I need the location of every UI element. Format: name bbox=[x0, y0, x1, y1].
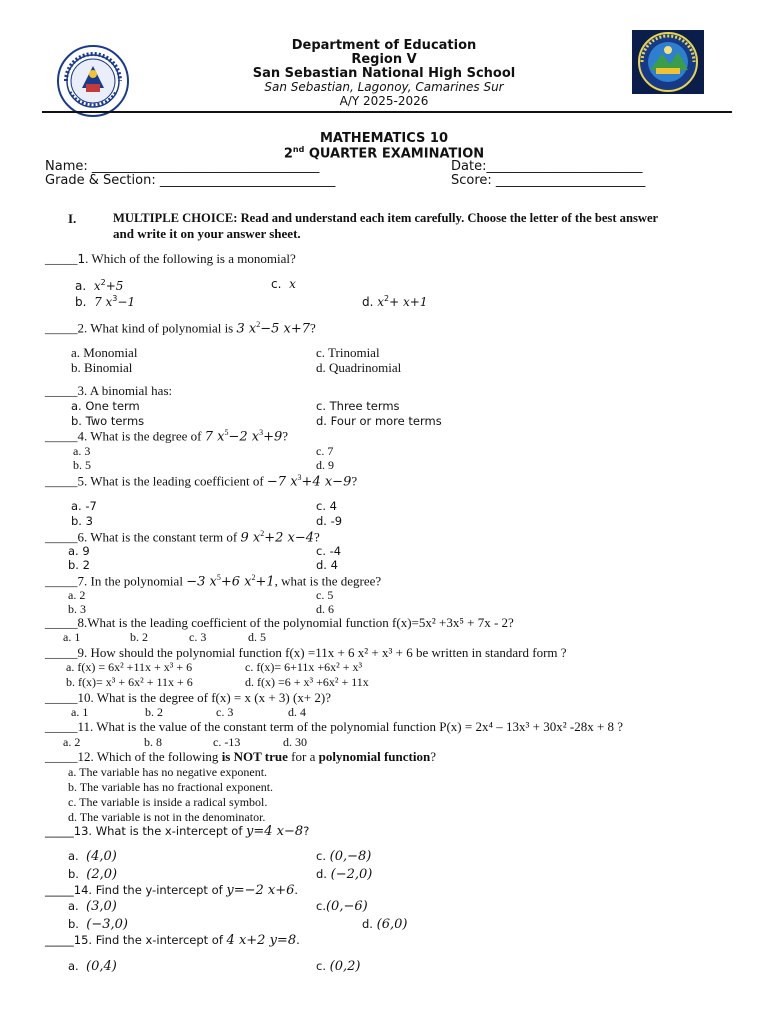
q12-option-d: d. The variable is not in the denominator. bbox=[68, 810, 266, 824]
q3-option-c: c. Three terms bbox=[316, 399, 400, 413]
q4-option-b: b. 5 bbox=[73, 458, 91, 472]
name-field[interactable]: Name: ___________________________________ bbox=[45, 159, 320, 174]
question-1 bbox=[45, 251, 296, 267]
q12-option-b: b. The variable has no fractional exponent. bbox=[68, 780, 274, 794]
q11-option-c: c. -13 bbox=[213, 735, 241, 749]
question-12: _____12. Which of the following is NOT true for a polynomial function? bbox=[45, 749, 436, 764]
quarter-number: 2 bbox=[283, 146, 293, 162]
q6-option-d: d. 4 bbox=[316, 558, 338, 572]
q11-option-a: a. 2 bbox=[63, 735, 81, 749]
q12-option-a: a. The variable has no negative exponent. bbox=[68, 765, 268, 779]
question-13: _____13. What is the x-intercept of y=4 x−8? bbox=[45, 824, 310, 839]
question-4: _____4. What is the degree of 7 $x^5-2$ $x^3+9$? bbox=[45, 428, 289, 445]
q3-option-a: a. One term bbox=[71, 399, 140, 413]
q14-option-d: d. (6,0) bbox=[362, 917, 408, 932]
quarter-rest: QUARTER EXAMINATION bbox=[304, 146, 485, 162]
q7-option-d: d. 6 bbox=[316, 602, 334, 616]
q13-option-d: d. (−2,0) bbox=[316, 867, 373, 882]
exam-subject: MATHEMATICS 10 bbox=[319, 131, 449, 146]
q13-option-a: a. (4,0) bbox=[68, 849, 117, 864]
q1-option-b: b. 7 $x^3-1$ bbox=[75, 294, 136, 309]
question-7: _____7. In the polynomial −3 $x^5+6$ $x^2+1$, what is the degree? bbox=[45, 573, 382, 590]
question-15: _____15. Find the x-intercept of 4 x+2 y=8. bbox=[45, 933, 300, 948]
q7-option-b: b. 3 bbox=[68, 602, 86, 616]
question-2: _____2. What kind of polynomial is 3 $x^2-5$ x+7? bbox=[45, 320, 316, 337]
q11-option-d: d. 30 bbox=[283, 735, 307, 749]
q5-option-a: a. -7 bbox=[71, 499, 97, 513]
question-5: _____5. What is the leading coefficient of −7 $x^3+4$ x−9? bbox=[45, 473, 358, 490]
q8-option-d: d. 5 bbox=[248, 630, 266, 644]
q2-option-d: d. Quadrinomial bbox=[316, 360, 402, 375]
q1-option-a: a. $x^2+5$ bbox=[75, 278, 124, 293]
q10-option-c: c. 3 bbox=[216, 705, 234, 719]
academic-year: A/Y 2025-2026 bbox=[339, 94, 429, 108]
q9-option-b: b. f(x)= x³ + 6x² + 11x + 6 bbox=[66, 675, 193, 689]
question-10: _____10. What is the degree of f(x) = x (x + 3) (x+ 2)? bbox=[45, 690, 332, 705]
region-title: Region V bbox=[351, 52, 417, 67]
q9-option-d: d. f(x) =6 + x³ +6x² + 11x bbox=[245, 675, 369, 689]
q9-option-a: a. f(x) = 6x² +11x + x³ + 6 bbox=[66, 660, 193, 674]
q6-option-a: a. 9 bbox=[68, 544, 90, 558]
header-divider bbox=[42, 111, 732, 113]
q5-option-c: c. 4 bbox=[316, 499, 337, 513]
question-8: _____8.What is the leading coefficient of the polynomial function f(x)=5x² +3x⁵ + 7x - 2? bbox=[45, 615, 514, 630]
q13-option-b: b. (2,0) bbox=[68, 867, 118, 882]
question-11: _____11. What is the value of the constant term of the polynomial function P(x) = 2x⁴ – 13x³ + 30x² -28x + 8 ? bbox=[45, 719, 624, 734]
question-9: _____9. How should the polynomial function f(x) =11x + 6 x² + x³ + 6 be written in standard form ? bbox=[45, 645, 567, 660]
section-title: MULTIPLE CHOICE: Read and understand each item carefully. Choose the letter of the best answer bbox=[113, 211, 659, 225]
q5-option-b: b. 3 bbox=[71, 514, 93, 528]
q15-option-a: a. (0,4) bbox=[68, 959, 117, 974]
q1-text: . Which of the following is a monomial? bbox=[85, 251, 296, 266]
school-name: San Sebastian National High School bbox=[252, 66, 516, 81]
q7-option-c: c. 5 bbox=[316, 588, 334, 602]
q8-option-a: a. 1 bbox=[63, 630, 81, 644]
q4-option-a: a. 3 bbox=[73, 444, 91, 458]
question-6: _____6. What is the constant term of 9 $x^2+2$ x−4? bbox=[45, 529, 320, 546]
q6-option-b: b. 2 bbox=[68, 558, 90, 572]
q8-option-c: c. 3 bbox=[189, 630, 207, 644]
q14-option-b: b. (−3,0) bbox=[68, 917, 128, 932]
q11-option-b: b. 8 bbox=[144, 735, 162, 749]
q2-option-a: a. Monomial bbox=[71, 345, 138, 360]
q8-option-b: b. 2 bbox=[130, 630, 148, 644]
q3-option-d: d. Four or more terms bbox=[316, 414, 442, 428]
section-title-cont: and write it on your answer sheet. bbox=[113, 226, 301, 241]
score-field[interactable]: Score: _______________________ bbox=[451, 173, 646, 188]
q4-option-c: c. 7 bbox=[316, 444, 334, 458]
q15-option-c: c. (0,2) bbox=[316, 959, 361, 974]
section-numeral: I. bbox=[68, 211, 77, 226]
q1-option-c: c. x bbox=[271, 277, 296, 291]
q10-option-a: a. 1 bbox=[71, 705, 89, 719]
quarter-suffix: nd bbox=[292, 145, 305, 154]
q12-option-c: c. The variable is inside a radical symbol. bbox=[68, 795, 268, 809]
grade-section-field[interactable]: Grade & Section: ___________________________ bbox=[45, 173, 336, 188]
q1-number: 1 bbox=[77, 252, 86, 266]
q13-option-c: c. (0,−8) bbox=[316, 849, 372, 864]
school-address: San Sebastian, Lagonoy, Camarines Sur bbox=[264, 80, 504, 94]
q10-option-d: d. 4 bbox=[288, 705, 306, 719]
dept-title: Department of Education bbox=[291, 38, 477, 53]
question-14: _____14. Find the y-intercept of y=−2 x+6. bbox=[45, 883, 299, 898]
q6-option-c: c. -4 bbox=[316, 544, 342, 558]
date-field[interactable]: Date:________________________ bbox=[451, 159, 643, 174]
q4-option-d: d. 9 bbox=[316, 458, 334, 472]
q14-option-a: a. (3,0) bbox=[68, 899, 117, 914]
q9-option-c: c. f(x)= 6+11x +6x² + x³ bbox=[245, 660, 363, 674]
q1-option-d: d. $x^2+ x+1$ bbox=[362, 294, 428, 309]
q2-option-b: b. Binomial bbox=[71, 360, 133, 375]
q3-option-b: b. Two terms bbox=[71, 414, 145, 428]
q5-option-d: d. -9 bbox=[316, 514, 343, 528]
q7-option-a: a. 2 bbox=[68, 588, 86, 602]
q2-option-c: c. Trinomial bbox=[316, 345, 380, 360]
q10-option-b: b. 2 bbox=[145, 705, 163, 719]
question-3: _____3. A binomial has: bbox=[45, 383, 173, 398]
q14-option-c: c.(0,−6) bbox=[316, 899, 368, 914]
answer-blank[interactable]: _____ bbox=[45, 251, 78, 266]
